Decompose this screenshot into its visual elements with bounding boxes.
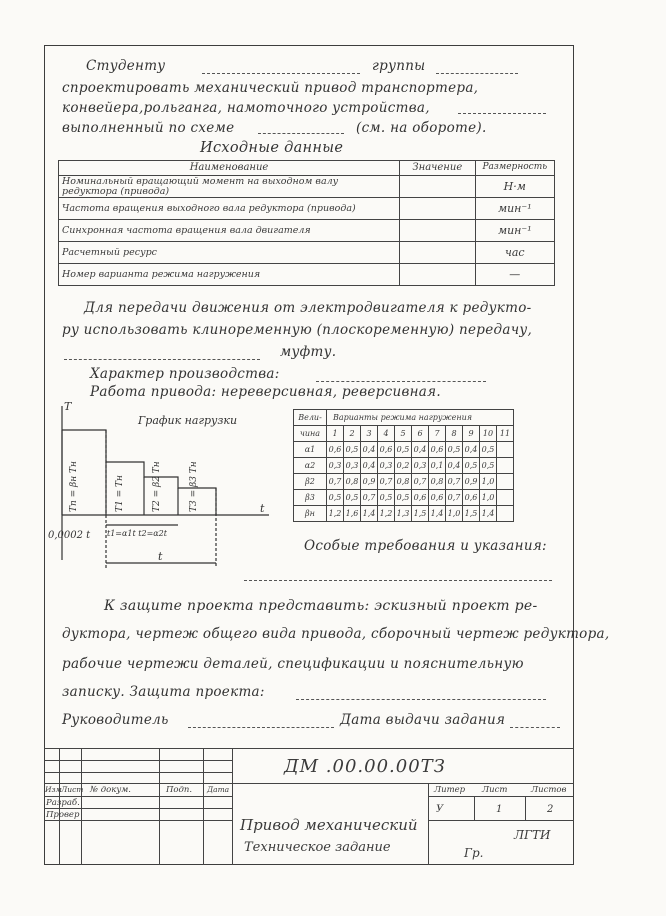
group-blank (436, 73, 518, 74)
task-line-1: спроектировать механический привод транспортера, (62, 80, 479, 96)
variant-number: 3 (361, 426, 378, 442)
variant-row (294, 442, 514, 458)
variant-cell: 0,7 (412, 474, 429, 490)
variant-number: 10 (480, 426, 497, 442)
variant-number: 11 (497, 426, 514, 442)
variant-cell: 0,2 (395, 458, 412, 474)
liter-value: У (436, 804, 444, 815)
row-value (400, 242, 476, 264)
organization: ЛГТИ (514, 828, 551, 842)
variant-cell: 0,4 (446, 458, 463, 474)
sheets-value: 2 (547, 804, 554, 815)
variant-cell: 0,9 (361, 474, 378, 490)
variant-cell: 0,5 (344, 442, 361, 458)
variant-cell: 0,9 (463, 474, 480, 490)
variant-cell: 0,6 (378, 442, 395, 458)
variant-cell (497, 442, 514, 458)
row-name: Частота вращения выходного вала редуктора (привода) (59, 198, 400, 220)
stamp-line (203, 748, 204, 865)
col-unit: Размерность (475, 161, 554, 176)
group-label: группы (372, 58, 426, 74)
label-t3: T3 = β3 Tн (189, 461, 199, 512)
variant-number: 5 (395, 426, 412, 442)
variants-corner-a: Вели- (294, 410, 327, 426)
variant-cell: 0,6 (429, 490, 446, 506)
stamp-line (159, 748, 160, 865)
document-subtitle: Техническое задание (244, 840, 391, 855)
variant-cell: 0,5 (395, 490, 412, 506)
label-t1: T1 = Tн (115, 475, 125, 512)
issue-date-label: Дата выдачи задания (340, 712, 506, 728)
variants-table (293, 409, 514, 522)
variant-cell: 1,0 (446, 506, 463, 522)
variant-number: 8 (446, 426, 463, 442)
stamp-line (44, 748, 574, 749)
row-unit: мин⁻¹ (475, 198, 554, 220)
transmission-line-2: ру использовать клиноременную (плоскоременную) передачу, (62, 322, 533, 338)
variant-cell: 0,5 (463, 458, 480, 474)
variant-cell: 0,8 (429, 474, 446, 490)
variant-cell: 0,7 (361, 490, 378, 506)
stamp-line (44, 783, 574, 784)
row-unit: час (475, 242, 554, 264)
label-short-time: 0,0002 t (48, 530, 91, 541)
variant-cell: 0,7 (446, 490, 463, 506)
variant-number: 4 (378, 426, 395, 442)
variant-number: 7 (429, 426, 446, 442)
stamp-line (428, 820, 574, 821)
variant-cell: 0,4 (463, 442, 480, 458)
supervisor-blank (188, 727, 334, 728)
issue-date-blank (510, 727, 560, 728)
variant-row (294, 458, 514, 474)
supervisor-label: Руководитель (62, 712, 169, 728)
y-axis-label: T (64, 400, 72, 413)
variants-title: Варианты режима нагружения (327, 410, 514, 426)
defense-line-2: дуктора, чертеж общего вида привода, сборочный чертеж редуктора, (62, 626, 610, 642)
task-line-2: конвейера,рольганга, намоточного устройства, (62, 100, 430, 116)
variant-cell: 0,3 (412, 458, 429, 474)
table-row (59, 176, 555, 198)
label-time-parts: t1=α1t t2=α2t (107, 529, 167, 538)
variant-cell: 1,4 (361, 506, 378, 522)
table-row (59, 198, 555, 220)
row-value (400, 176, 476, 198)
col-date: Дата (207, 785, 230, 794)
row-name: Номер варианта режима нагружения (59, 264, 400, 286)
variant-cell: 1,6 (344, 506, 361, 522)
stamp-line (474, 796, 475, 820)
special-blank (244, 580, 552, 581)
defense-line-4: записку. Защита проекта: (62, 684, 265, 700)
sheet-label: Лист (482, 785, 508, 795)
defense-line-3: рабочие чертежи деталей, спецификации и пояснительную (62, 656, 524, 672)
liter-label: Литер (434, 785, 466, 795)
variant-cell: 0,5 (344, 490, 361, 506)
variant-cell: 1,0 (480, 490, 497, 506)
row-unit: — (475, 264, 554, 286)
variant-number: 2 (344, 426, 361, 442)
variant-cell: 1,5 (412, 506, 429, 522)
student-label: Студенту (86, 58, 166, 74)
transmission-line-3: муфту. (280, 344, 337, 360)
sheet-value: 1 (496, 804, 503, 815)
transmission-line-1: Для передачи движения от электродвигателя к редукто- (84, 300, 532, 316)
variant-cell: 0,8 (344, 474, 361, 490)
variant-cell: 0,6 (429, 442, 446, 458)
col-name: Наименование (59, 161, 400, 176)
scheme-label: выполненный по схеме (62, 120, 235, 136)
variants-corner-b: чина (294, 426, 327, 442)
col-change: Изм (45, 785, 62, 794)
source-data-title: Исходные данные (200, 140, 344, 156)
col-sheet: Лист (61, 785, 84, 794)
variant-cell: 0,5 (327, 490, 344, 506)
row-value (400, 198, 476, 220)
group-label-stamp: Гр. (464, 846, 484, 860)
variant-cell: 1,2 (378, 506, 395, 522)
variant-cell: 0,5 (395, 442, 412, 458)
transmission-blank (64, 359, 260, 360)
variant-cell: 0,5 (446, 442, 463, 458)
variant-cell: 0,3 (378, 458, 395, 474)
checked-label: Провер (46, 810, 80, 820)
variant-cell (497, 474, 514, 490)
stamp-line (81, 748, 82, 865)
row-unit: Н·м (475, 176, 554, 198)
defense-line-1: К защите проекта представить: эскизный проект ре- (104, 598, 538, 614)
variant-cell: 0,6 (327, 442, 344, 458)
variant-cell: 1,2 (327, 506, 344, 522)
row-value (400, 264, 476, 286)
variant-cell (497, 490, 514, 506)
stamp-line (525, 796, 526, 820)
drive-mode: Работа привода: нереверсивная, реверсивная. (90, 384, 441, 400)
variant-cell (497, 458, 514, 474)
variant-row-label: β2 (294, 474, 327, 490)
variant-cell: 0,1 (429, 458, 446, 474)
production-blank (316, 381, 486, 382)
variant-cell: 1,4 (480, 506, 497, 522)
document-name: Привод механический (240, 816, 418, 834)
title-block (44, 748, 574, 865)
col-doc-number: № докум. (90, 785, 132, 795)
device-blank (458, 113, 546, 114)
variant-cell: 0,5 (480, 442, 497, 458)
variant-row-label: β3 (294, 490, 327, 506)
source-data-table (58, 160, 555, 286)
load-graph (44, 400, 284, 575)
developed-label: Разраб. (46, 798, 80, 808)
col-signature: Подп. (166, 785, 193, 795)
variant-cell: 1,0 (480, 474, 497, 490)
variant-number: 1 (327, 426, 344, 442)
table-row (59, 220, 555, 242)
defense-blank (296, 699, 546, 700)
variants-header-row (294, 410, 514, 426)
variant-cell: 0,4 (361, 442, 378, 458)
variant-cell: 0,4 (412, 442, 429, 458)
variant-cell: 1,4 (429, 506, 446, 522)
variant-cell: 0,4 (361, 458, 378, 474)
student-blank (202, 73, 360, 74)
variant-row-label: α1 (294, 442, 327, 458)
variant-row-label: βн (294, 506, 327, 522)
variant-cell: 0,6 (463, 490, 480, 506)
x-axis-label: t (260, 502, 265, 515)
stamp-line (428, 796, 574, 797)
variant-row (294, 506, 514, 522)
label-total-time: t (158, 550, 163, 563)
variant-cell: 0,8 (395, 474, 412, 490)
variant-cell: 0,3 (344, 458, 361, 474)
variant-cell: 0,7 (446, 474, 463, 490)
row-name: Синхронная частота вращения вала двигателя (59, 220, 400, 242)
row-name: Номинальный вращающий момент на выходном валу редуктора (привода) (59, 176, 400, 198)
production-label: Характер производства: (90, 366, 280, 382)
variant-number: 9 (463, 426, 480, 442)
row-name: Расчетный ресурс (59, 242, 400, 264)
scheme-blank (258, 133, 344, 134)
variants-number-row (294, 426, 514, 442)
label-t2: T2 = β2 Tн (152, 461, 162, 512)
variant-row-label: α2 (294, 458, 327, 474)
variant-cell: 1,5 (463, 506, 480, 522)
document-code: ДМ .00.00.00ТЗ (284, 756, 446, 777)
table-header (59, 161, 555, 176)
row-unit: мин⁻¹ (475, 220, 554, 242)
variant-cell: 0,5 (480, 458, 497, 474)
variant-cell: 0,7 (327, 474, 344, 490)
label-tp: Tп = βн Tн (69, 461, 79, 512)
variant-cell: 1,3 (395, 506, 412, 522)
col-value: Значение (400, 161, 476, 176)
variant-cell: 0,3 (327, 458, 344, 474)
variant-row (294, 474, 514, 490)
stamp-line (428, 783, 429, 865)
scheme-reverse-note: (см. на обороте). (356, 120, 487, 136)
variant-cell: 0,7 (378, 474, 395, 490)
stamp-line (232, 748, 233, 865)
special-label: Особые требования и указания: (304, 538, 547, 554)
variant-cell: 0,6 (412, 490, 429, 506)
row-value (400, 220, 476, 242)
variant-row (294, 490, 514, 506)
table-row (59, 242, 555, 264)
variant-cell: 0,5 (378, 490, 395, 506)
variant-cell (497, 506, 514, 522)
sheets-label: Листов (531, 785, 567, 795)
table-row (59, 264, 555, 286)
variant-number: 6 (412, 426, 429, 442)
graph-title: График нагрузки (138, 414, 238, 427)
